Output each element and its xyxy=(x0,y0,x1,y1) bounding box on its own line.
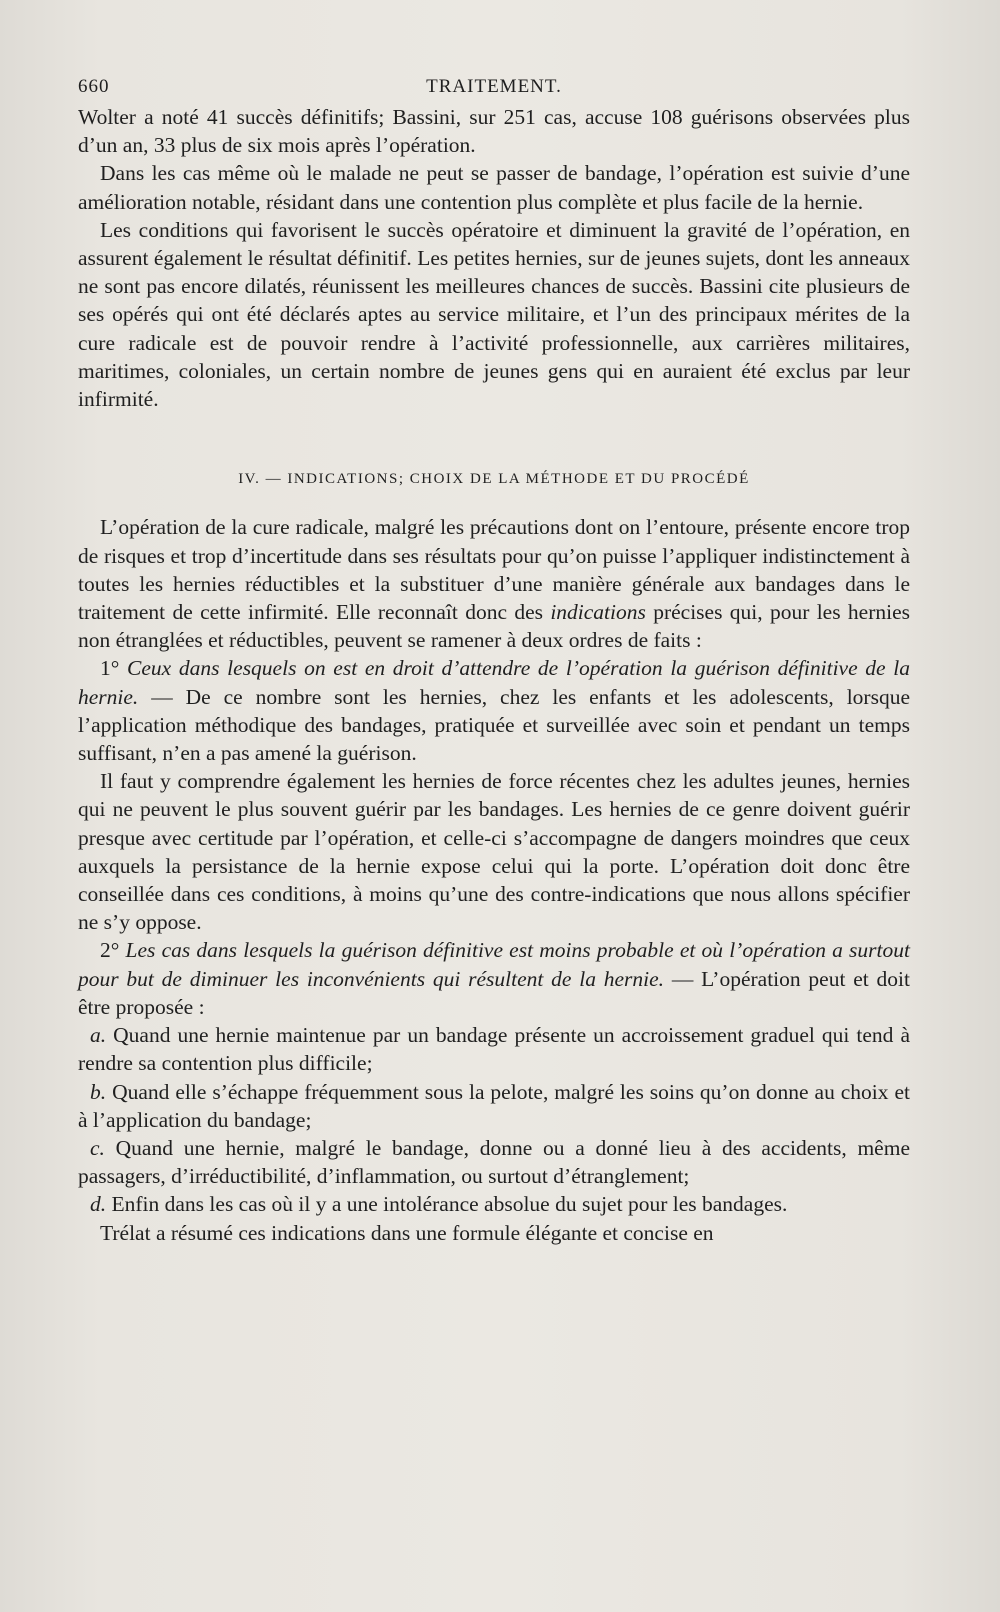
text-run: — De ce nombre sont les hernies, chez les enfants et les adolescents, lorsque l’application méthodique des bandages, pratiquée et surveillée avec soin et pendant un temps suffisant, n’en a pas amené la guérison. xyxy=(78,684,910,766)
list-text: Enfin dans les cas où il y a une intolérance absolue du sujet pour les bandages. xyxy=(106,1192,788,1217)
page-header xyxy=(78,76,910,102)
italic-text: indications xyxy=(550,600,646,625)
list-text: Quand une hernie, malgré le bandage, donne ou a donné lieu à des accidents, même passagers, d’irréductibilité, d’inflammation, ou surtout d’étranglement; xyxy=(78,1135,910,1189)
paragraph xyxy=(78,936,910,1021)
running-title: TRAITEMENT. xyxy=(426,76,562,97)
italic-text: Ceux dans lesquels on est en droit d’attendre de l’opération la guérison définitive de la hernie. xyxy=(78,656,910,709)
paragraph: Trélat a résumé ces indications dans une formule élégante et concise en xyxy=(100,1220,714,1245)
body-text xyxy=(78,103,910,1247)
text-run: 1° xyxy=(100,656,128,681)
paragraph xyxy=(78,513,910,654)
page-number: 660 xyxy=(78,76,110,97)
list-letter: b. xyxy=(90,1079,107,1104)
list-letter: a. xyxy=(90,1023,107,1048)
list-item xyxy=(78,1021,910,1077)
text-run: L’opération de la cure radicale, malgré les précautions dont on l’entoure, présente encore trop de risques et trop d’incertitude dans ses résultats pour qu’on puisse l’appliquer indistinctement à toutes les hernies réductibles et la substituer d’une manière générale aux bandages dans le traitement de cette infirmité. Elle reconnaît donc des xyxy=(78,515,910,625)
list-letter: d. xyxy=(90,1192,107,1217)
list-letter: c. xyxy=(90,1135,105,1160)
paragraph xyxy=(78,654,910,767)
paragraph: Wolter a noté 41 succès définitifs; Bassini, sur 251 cas, accuse 108 guérisons observées plus d’un an, 33 plus de six mois après l’opération. xyxy=(78,105,910,158)
list-item xyxy=(78,1190,910,1218)
indication-list xyxy=(78,1021,910,1218)
text-run: 2° xyxy=(100,938,126,963)
list-item xyxy=(78,1078,910,1134)
paragraph: Les conditions qui favorisent le succès opératoire et diminuent la gravité de l’opération, en assurent également le résultat définitif. Les petites hernies, sur de jeunes sujets, dont les anneaux ne sont pas encore dilatés, réunissent les meilleures chances de succès. Bassini cite plusieurs de ses opérés qui ont été déclarés aptes au service militaire, et l’un des principaux mérites de la cure radicale est de pouvoir rendre à l’activité professionnelle, aux carrières militaires, maritimes, coloniales, un certain nombre de jeunes gens qui en auraient été exclus par leur infirmité. xyxy=(78,217,910,412)
text-run: — L’opération peut et doit être proposée : xyxy=(78,966,910,1019)
italic-text: Les cas dans lesquels la guérison définitive est moins probable et où l’opération a surtout pour but de diminuer les inconvénients qui résultent de la hernie. xyxy=(78,938,910,991)
text-run: précises qui, pour les hernies non étranglées et réductibles, peuvent se ramener à deux ordres de faits : xyxy=(78,600,910,653)
section-heading: IV. — INDICATIONS; CHOIX DE LA MÉTHODE ET DU PROCÉDÉ xyxy=(238,471,750,488)
paragraph: Il faut y comprendre également les hernies de force récentes chez les adultes jeunes, hernies qui ne peuvent le plus souvent guérir par les bandages. Les hernies de ce genre doivent guérir presque avec certitude par l’opération, et celle-ci s’accompagne de dangers moindres que ceux auxquels la persistance de la hernie expose celui qui la porte. L’opération doit donc être conseillée dans ces conditions, à moins qu’une des contre-indications que nous allons spécifier ne s’y oppose. xyxy=(78,769,910,935)
paragraph: Dans les cas même où le malade ne peut se passer de bandage, l’opération est suivie d’une amélioration notable, résidant dans une contention plus complète et plus facile de la hernie. xyxy=(78,161,910,214)
list-text: Quand une hernie maintenue par un bandage présente un accroissement graduel qui tend à rendre sa contention plus difficile; xyxy=(78,1023,910,1076)
list-text: Quand elle s’échappe fréquemment sous la pelote, malgré les soins qu’on donne au choix et à l’application du bandage; xyxy=(78,1079,910,1132)
list-item xyxy=(78,1134,910,1190)
